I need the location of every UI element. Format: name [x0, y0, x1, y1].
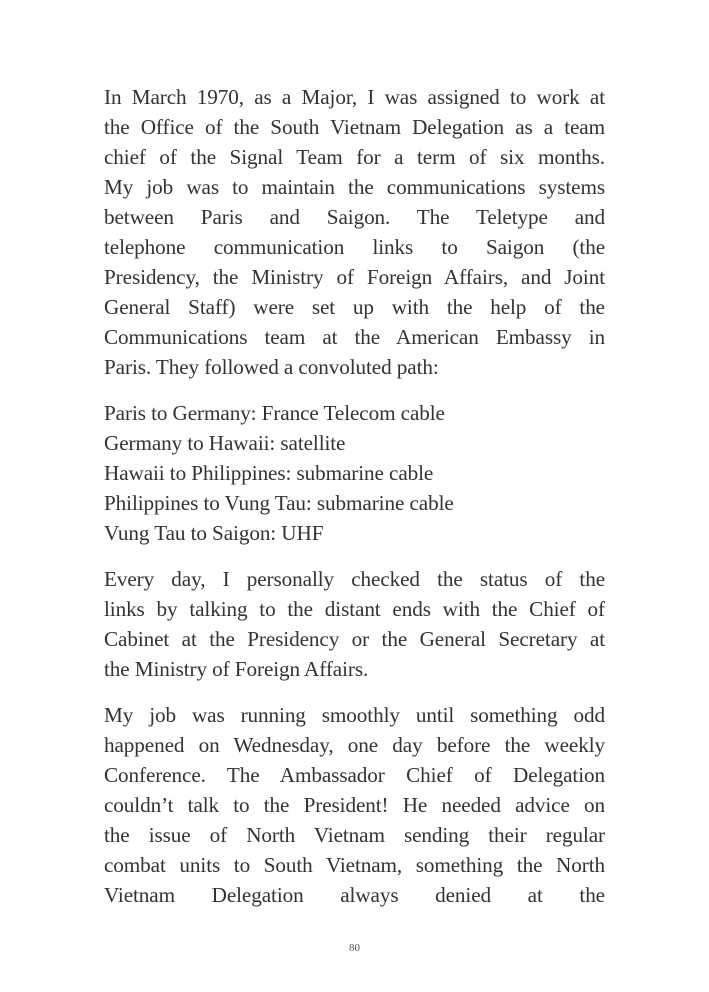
text-line: the issue of North Vietnam sending their regular [104, 823, 605, 847]
paragraph-spacer [104, 684, 605, 700]
text-line: Paris. They followed a convoluted path: [104, 355, 439, 379]
page-number: 80 [349, 942, 360, 954]
route-item: Hawaii to Philippines: submarine cable [104, 461, 434, 485]
text-line: couldn’t talk to the President! He needed advice on [104, 793, 605, 817]
text-line: chief of the Signal Team for a term of six months. [104, 145, 605, 169]
route-item: Germany to Hawaii: satellite [104, 431, 346, 455]
text-line: telephone communication links to Saigon (the [104, 235, 605, 259]
text-line: the Ministry of Foreign Affairs. [104, 657, 369, 681]
route-item: Philippines to Vung Tau: submarine cable [104, 491, 454, 515]
text-line: Presidency, the Ministry of Foreign Affairs, and Joint [104, 265, 605, 289]
text-line: General Staff) were set up with the help of the [104, 295, 605, 319]
text-line: links by talking to the distant ends with the Chief of [104, 597, 605, 621]
route-item: Vung Tau to Saigon: UHF [104, 521, 324, 545]
text-line: between Paris and Saigon. The Teletype and [104, 205, 605, 229]
paragraph-wednesday [104, 700, 605, 910]
route-list [104, 398, 605, 548]
paragraph-daily-check [104, 564, 605, 684]
paragraph-intro [104, 82, 605, 382]
text-line: combat units to South Vietnam, something the North [104, 853, 605, 877]
paragraph-spacer [104, 382, 605, 398]
text-line: the Office of the South Vietnam Delegation as a team [104, 115, 605, 139]
text-line: Vietnam Delegation always denied at the [104, 883, 605, 907]
text-line: happened on Wednesday, one day before the weekly [104, 733, 605, 757]
text-line: Every day, I personally checked the status of the [104, 567, 605, 591]
page-body [104, 82, 605, 910]
text-line: Cabinet at the Presidency or the General Secretary at [104, 627, 605, 651]
paragraph-spacer [104, 548, 605, 564]
text-line: My job was running smoothly until something odd [104, 703, 605, 727]
text-line: My job was to maintain the communications systems [104, 175, 605, 199]
text-line: In March 1970, as a Major, I was assigned to work at [104, 85, 605, 109]
text-line: Conference. The Ambassador Chief of Delegation [104, 763, 605, 787]
text-line: Communications team at the American Embassy in [104, 325, 605, 349]
route-item: Paris to Germany: France Telecom cable [104, 401, 445, 425]
